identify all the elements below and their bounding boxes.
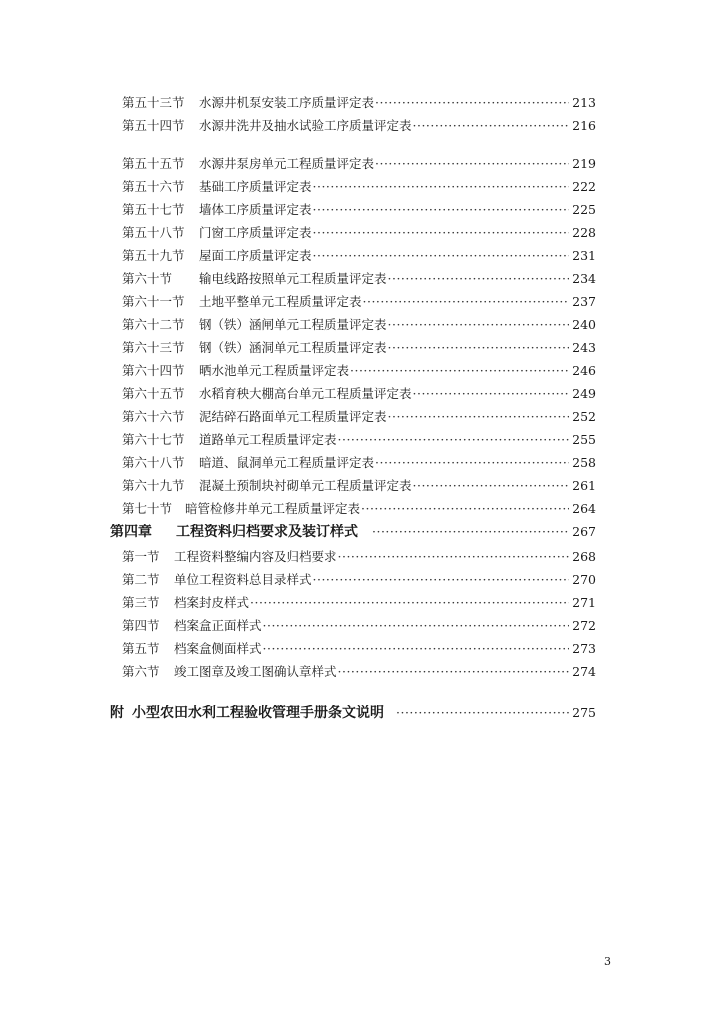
section-number: 第五十八节 [122, 225, 185, 240]
section-title: 档案盒侧面样式 [174, 641, 262, 656]
section-number: 第六节 [122, 664, 160, 679]
dot-leader [413, 118, 570, 134]
section-title: 水源井洗井及抽水试验工序质量评定表 [199, 118, 412, 133]
dot-leader [313, 179, 570, 195]
toc-entry[interactable] [122, 317, 596, 333]
page-ref: 213 [572, 95, 596, 110]
dot-leader [313, 202, 570, 218]
section-title: 道路单元工程质量评定表 [199, 432, 337, 447]
dot-leader [313, 225, 570, 241]
section-number: 第六十二节 [122, 317, 185, 332]
page-ref: 243 [572, 340, 596, 355]
toc-entry[interactable] [122, 363, 596, 379]
section-number: 第五十三节 [122, 95, 185, 110]
page-number: 3 [604, 955, 611, 968]
section-number: 第七十节 [122, 501, 173, 516]
section-number: 第六十三节 [122, 340, 185, 355]
page-ref: 261 [572, 478, 596, 493]
section-number: 第五十七节 [122, 202, 185, 217]
page-ref: 246 [572, 363, 596, 378]
dot-leader [375, 95, 569, 111]
dot-leader [388, 340, 570, 356]
page-ref: 252 [572, 409, 596, 424]
page-ref: 231 [572, 248, 596, 263]
toc-entry[interactable] [122, 595, 596, 611]
toc-entry[interactable] [122, 248, 596, 264]
dot-leader [388, 317, 570, 333]
section-title: 输电线路按照单元工程质量评定表 [199, 271, 387, 286]
toc-entry[interactable] [122, 664, 596, 680]
page-ref: 222 [572, 179, 596, 194]
section-title: 水稻育秧大棚高台单元工程质量评定表 [199, 386, 412, 401]
page-ref: 270 [572, 572, 596, 587]
section-title: 钢（铁）涵闸单元工程质量评定表 [199, 317, 387, 332]
toc-entry[interactable] [122, 549, 596, 565]
section-number: 第一节 [122, 549, 160, 564]
page-ref: 234 [572, 271, 596, 286]
toc-entry[interactable] [122, 455, 596, 471]
page-ref: 255 [572, 432, 596, 447]
dot-leader [375, 156, 569, 172]
dot-leader [363, 294, 570, 310]
dot-leader [350, 363, 569, 379]
section-number: 第六十四节 [122, 363, 185, 378]
page-ref: 273 [572, 641, 596, 656]
dot-leader [375, 455, 569, 471]
dot-leader [413, 386, 570, 402]
toc-entry[interactable] [122, 432, 596, 448]
section-title: 混凝土预制块衬砌单元工程质量评定表 [199, 478, 412, 493]
section-title: 土地平整单元工程质量评定表 [199, 294, 362, 309]
dot-leader [338, 432, 570, 448]
page-ref: 267 [572, 524, 596, 539]
page-ref: 216 [572, 118, 596, 133]
page-ref: 225 [572, 202, 596, 217]
dot-leader [250, 595, 569, 611]
page-ref: 272 [572, 618, 596, 633]
section-title: 暗道、鼠洞单元工程质量评定表 [199, 455, 375, 470]
section-title: 档案封皮样式 [174, 595, 250, 610]
page-ref: 240 [572, 317, 596, 332]
section-title: 屋面工序质量评定表 [199, 248, 312, 263]
section-title: 水源井泵房单元工程质量评定表 [199, 156, 375, 171]
toc-entry[interactable] [122, 156, 596, 172]
section-title: 墙体工序质量评定表 [199, 202, 312, 217]
dot-leader [313, 572, 570, 588]
section-number: 第六十五节 [122, 386, 185, 401]
toc-entry[interactable] [122, 179, 596, 195]
appendix-title: 小型农田水利工程验收管理手册条文说明 [132, 705, 384, 721]
toc-entry[interactable] [122, 225, 596, 241]
dot-leader [388, 409, 570, 425]
section-title: 门窗工序质量评定表 [199, 225, 312, 240]
section-number: 第五十六节 [122, 179, 185, 194]
page-ref: 268 [572, 549, 596, 564]
section-number: 第三节 [122, 595, 160, 610]
page-ref: 237 [572, 294, 596, 309]
section-title: 基础工序质量评定表 [199, 179, 312, 194]
dot-leader [396, 705, 569, 721]
chapter-number: 第四章 [110, 524, 152, 540]
toc-appendix[interactable] [110, 705, 596, 721]
section-number: 第四节 [122, 618, 160, 633]
section-title: 竣工图章及竣工图确认章样式 [174, 664, 337, 679]
section-number: 第六十八节 [122, 455, 185, 470]
section-number: 第六十九节 [122, 478, 185, 493]
page-ref: 275 [572, 705, 596, 720]
toc-chapter[interactable] [110, 524, 596, 540]
section-number: 第六十七节 [122, 432, 185, 447]
toc-entry[interactable] [122, 386, 596, 402]
page-ref: 228 [572, 225, 596, 240]
toc-entry[interactable] [122, 409, 596, 425]
section-title: 暗管检修井单元工程质量评定表 [185, 501, 361, 516]
page-ref: 271 [572, 595, 596, 610]
section-number: 第五十九节 [122, 248, 185, 263]
page-ref: 249 [572, 386, 596, 401]
section-title: 钢（铁）涵洞单元工程质量评定表 [199, 340, 387, 355]
dot-leader [338, 664, 570, 680]
appendix-label: 附 [110, 705, 124, 721]
toc-entry[interactable] [122, 501, 596, 517]
dot-leader [338, 549, 570, 565]
dot-leader [263, 641, 570, 657]
section-number: 第五十五节 [122, 156, 185, 171]
toc-entry[interactable] [122, 340, 596, 356]
toc-entry[interactable] [122, 95, 596, 111]
toc-entry[interactable] [122, 641, 596, 657]
toc-entry[interactable] [122, 294, 596, 310]
section-title: 泥结碎石路面单元工程质量评定表 [199, 409, 387, 424]
dot-leader [388, 271, 570, 287]
page-ref: 258 [572, 455, 596, 470]
page-ref: 274 [572, 664, 596, 679]
section-number: 第六十节 [122, 271, 173, 286]
toc-entry[interactable] [122, 572, 596, 588]
toc-entry[interactable] [122, 202, 596, 218]
toc-entry[interactable] [122, 118, 596, 134]
page-ref: 264 [572, 501, 596, 516]
section-number: 第五节 [122, 641, 160, 656]
section-title: 单位工程资料总目录样式 [174, 572, 312, 587]
dot-leader [361, 501, 569, 517]
dot-leader [372, 524, 569, 540]
chapter-title: 工程资料归档要求及装订样式 [176, 524, 358, 540]
section-number: 第六十六节 [122, 409, 185, 424]
toc-entry[interactable] [122, 271, 596, 287]
dot-leader [263, 618, 570, 634]
toc-entry[interactable] [122, 478, 596, 494]
dot-leader [413, 478, 570, 494]
section-title: 工程资料整编内容及归档要求 [174, 549, 337, 564]
dot-leader [313, 248, 570, 264]
section-number: 第六十一节 [122, 294, 185, 309]
section-title: 水源井机泵安装工序质量评定表 [199, 95, 375, 110]
section-number: 第五十四节 [122, 118, 185, 133]
toc-entry[interactable] [122, 618, 596, 634]
section-title: 晒水池单元工程质量评定表 [199, 363, 350, 378]
section-title: 档案盒正面样式 [174, 618, 262, 633]
page-ref: 219 [572, 156, 596, 171]
section-number: 第二节 [122, 572, 160, 587]
